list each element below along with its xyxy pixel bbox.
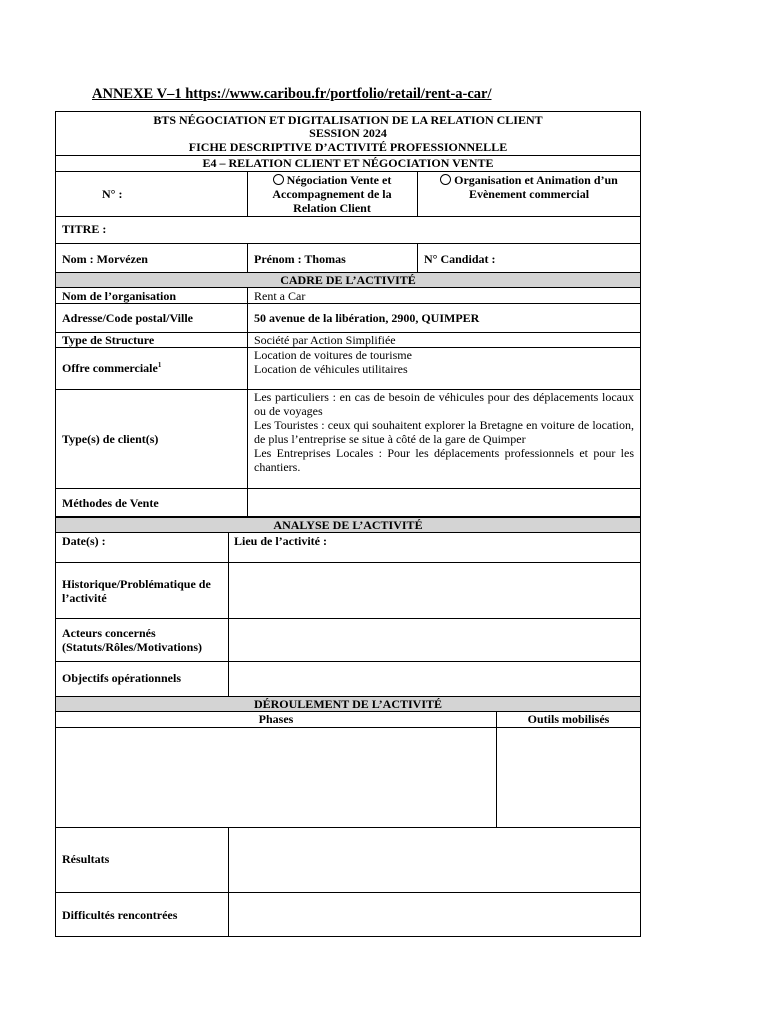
historique-line2: l’activité bbox=[62, 591, 107, 605]
acteurs-line1: Acteurs concernés bbox=[62, 626, 156, 640]
deroulement-block bbox=[55, 711, 641, 937]
methodes-label: Méthodes de Vente bbox=[62, 496, 159, 510]
option1-line1: Négociation Vente et bbox=[286, 173, 392, 187]
structure-label: Type de Structure bbox=[62, 333, 155, 347]
footnote-marker: 1 bbox=[157, 361, 162, 369]
option-negociation[interactable] bbox=[248, 172, 416, 215]
prenom-field: Prénom : Thomas bbox=[254, 252, 346, 266]
numero-label: N° : bbox=[102, 187, 123, 201]
section-cadre-title: CADRE DE L’ACTIVITÉ bbox=[280, 273, 416, 287]
option2-line1: Organisation et Animation d’un bbox=[454, 173, 618, 187]
adresse-label: Adresse/Code postal/Ville bbox=[62, 311, 193, 325]
nom-field: Nom : Morvézen bbox=[62, 252, 148, 266]
clients-description bbox=[254, 390, 634, 474]
session-label: SESSION 2024 bbox=[309, 126, 387, 140]
resultats-label: Résultats bbox=[62, 852, 110, 866]
lieu-label: Lieu de l’activité : bbox=[234, 534, 327, 548]
clients-particuliers: Les particuliers : en cas de besoin de véhicules pour des déplacements locaux ou de voyages bbox=[254, 390, 634, 418]
annexe-heading: ANNEXE V–1 https://www.caribou.fr/portfolio/retail/rent-a-car/ bbox=[92, 86, 492, 102]
option1-line3: Relation Client bbox=[293, 201, 371, 215]
candidat-field: N° Candidat : bbox=[424, 252, 496, 266]
offre-label: Offre commerciale$^1$ bbox=[62, 361, 162, 375]
clients-label: Type(s) de client(s) bbox=[62, 432, 159, 446]
clients-touristes: Les Touristes : ceux qui souhaitent explorer la Bretagne en voiture de location, de plus l’entreprise se situe à côté de la gare de Quimper bbox=[254, 418, 634, 446]
structure-value: Société par Action Simplifiée bbox=[254, 333, 396, 347]
section-analyse-bar bbox=[55, 517, 641, 533]
section-deroulement-title: DÉROULEMENT DE L’ACTIVITÉ bbox=[253, 697, 443, 711]
bts-title: BTS NÉGOCIATION ET DIGITALISATION DE LA RELATION CLIENT bbox=[153, 113, 543, 127]
header-block bbox=[55, 111, 641, 273]
epreuve-title: E4 – RELATION CLIENT ET NÉGOCIATION VENTE bbox=[202, 156, 494, 170]
option-evenement[interactable] bbox=[418, 172, 640, 215]
analyse-block bbox=[55, 532, 641, 697]
radio-circle-icon[interactable] bbox=[440, 174, 451, 185]
option2-line2: Evènement commercial bbox=[468, 187, 590, 201]
section-deroulement-bar bbox=[55, 696, 641, 712]
offre-line2: Location de véhicules utilitaires bbox=[254, 362, 408, 376]
clients-entreprises: Les Entreprises Locales : Pour les déplacements professionnels et pour les chantiers. bbox=[254, 446, 634, 474]
acteurs-line2: (Statuts/Rôles/Motivations) bbox=[62, 640, 202, 654]
org-value: Rent a Car bbox=[254, 289, 306, 303]
outils-label: Outils mobilisés bbox=[527, 712, 610, 726]
titre-label: TITRE : bbox=[62, 222, 107, 236]
adresse-value: 50 avenue de la libération, 2900, QUIMPER bbox=[254, 311, 480, 325]
historique-line1: Historique/Problématique de bbox=[62, 577, 211, 591]
objectifs-label: Objectifs opérationnels bbox=[62, 671, 181, 685]
fiche-title: FICHE DESCRIPTIVE D’ACTIVITÉ PROFESSIONNELLE bbox=[188, 140, 508, 154]
difficultes-label: Difficultés rencontrées bbox=[62, 908, 178, 922]
option1-line2: Accompagnement de la bbox=[272, 187, 392, 201]
cadre-block bbox=[55, 287, 641, 517]
dates-label: Date(s) : bbox=[62, 534, 106, 548]
section-cadre-bar bbox=[55, 272, 641, 288]
section-analyse-title: ANALYSE DE L’ACTIVITÉ bbox=[273, 518, 423, 532]
org-label: Nom de l’organisation bbox=[62, 289, 176, 303]
phases-label: Phases bbox=[258, 712, 294, 726]
radio-circle-icon[interactable] bbox=[273, 174, 284, 185]
offre-line1: Location de voitures de tourisme bbox=[254, 348, 412, 362]
